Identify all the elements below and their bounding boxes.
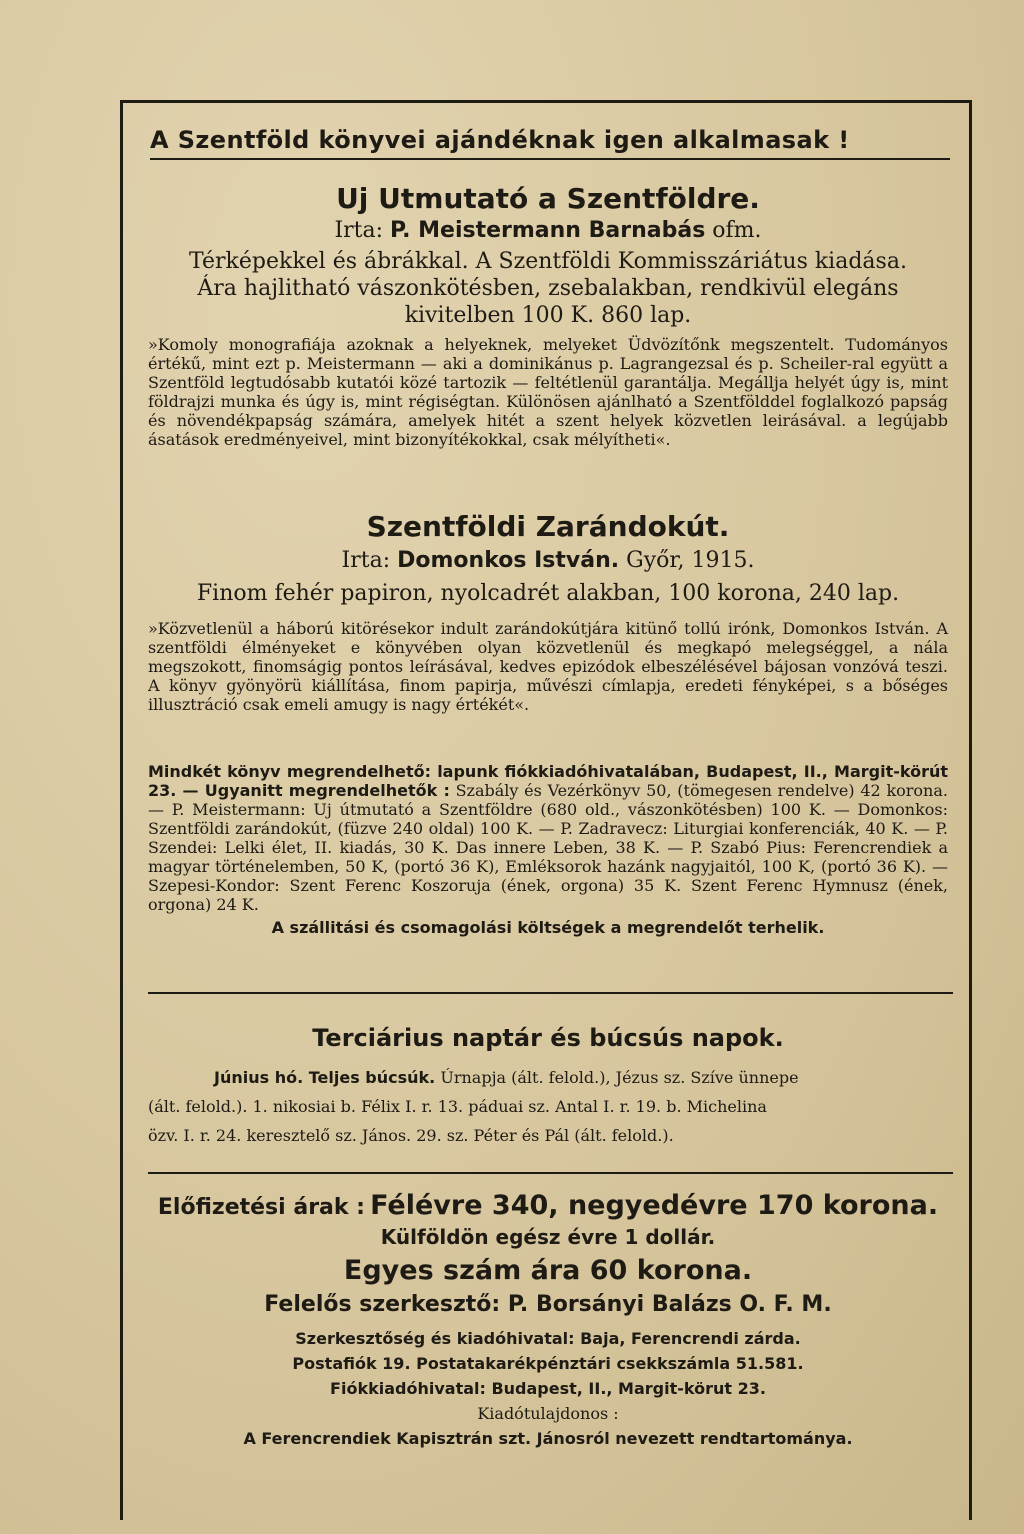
book1-line2: Ára hajlitható vászonkötésben, zsebalakban, rendkivül elegáns bbox=[197, 276, 899, 301]
subscription-postbox: Postafiók 19. Postatakarékpénztári csekkszámla 51.581. bbox=[292, 1354, 804, 1373]
book2-author-line bbox=[148, 547, 948, 574]
subscription-owner: A Ferencrendiek Kapisztrán szt. Jánosról nevezett rendtartománya. bbox=[243, 1429, 853, 1448]
subscription-section bbox=[148, 1190, 948, 1448]
book1-title: Uj Utmutató a Szentföldre. bbox=[336, 182, 760, 215]
calendar-text1: Úrnapja (ált. felold.), Jézus sz. Szíve ünnepe bbox=[440, 1068, 799, 1087]
divider-1 bbox=[148, 992, 953, 994]
subscription-office: Szerkesztőség és kiadóhivatal: Baja, Ferencrendi zárda. bbox=[295, 1329, 801, 1348]
subscription-prices-line bbox=[148, 1190, 948, 1221]
book1-author-line bbox=[148, 217, 948, 244]
calendar-title: Terciárius naptár és búcsús napok. bbox=[312, 1024, 784, 1052]
order-bold-intro: Mindkét könyv megrendelhető: lapunk fiókkiadóhivatalában, Budapest, II., Margit-körút 23. — Ugyanitt megrendelhetők : bbox=[148, 762, 948, 800]
book2-line1: Finom fehér papiron, nyolcadrét alakban, 100 korona, 240 lap. bbox=[196, 581, 900, 606]
book1-line1: Térképekkel és ábrákkal. A Szentföldi Kommisszáriátus kiadása. bbox=[189, 249, 907, 274]
order-body: Szabály és Vezérkönyv 50, (tömegesen rendelve) 42 korona. — P. Meistermann: Uj útmutató a Szentföldre (680 old., vászonkötésben) 100 K. — Domonkos: Szentföldi zarándokút, (füzve 240 oldal) 100 K. — P. Zadravecz: Liturgiai konferenciák, 40 K. — P. Szendei: Lelki élet, II. kiadás, 30 K. Das innere Leben, 38 K. — P. Szabó Pius: Ferencrendiek a magyar történelemben, 50 K, (portó 36 K), Emléksorok hazánk nagyjaitól, 100 K, (portó 36 K). — Szepesi-Kondor: Szent Ferenc Koszoruja (ének, orgona) 35 K. Szent Ferenc Hymnusz (ének, orgona) 24 K. bbox=[148, 781, 948, 914]
book1-line3: kivitelben 100 K. 860 lap. bbox=[404, 303, 692, 328]
order-section bbox=[148, 762, 948, 937]
book2-title: Szentföldi Zarándokút. bbox=[366, 510, 730, 543]
book1-author: P. Meistermann Barnabás bbox=[390, 218, 706, 243]
book2-author-prefix: Irta: bbox=[341, 548, 391, 573]
subscription-single: Egyes szám ára 60 korona. bbox=[343, 1255, 753, 1286]
subscription-editor: Felelős szerkesztő: P. Borsányi Balázs O. F. M. bbox=[264, 1292, 832, 1317]
book2-place: Győr, 1915. bbox=[626, 548, 755, 573]
divider-2 bbox=[148, 1172, 953, 1174]
headline: A Szentföld könyvei ajándéknak igen alkalmasak ! bbox=[150, 126, 950, 160]
subscription-branch: Fiókkiadóhivatal: Budapest, II., Margit-körut 23. bbox=[330, 1379, 766, 1398]
book1-section bbox=[148, 182, 948, 449]
book2-section bbox=[148, 510, 948, 714]
order-shipping: A szállitási és csomagolási költségek a megrendelőt terhelik. bbox=[271, 918, 825, 937]
book2-review: »Közvetlenül a háború kitörésekor indult zarándokútjára kitünő tollú irónk, Domonkos István. A szentföldi élményeket e könyvében olyan közvetlenül és megkapó melegséggel, a nála megszokott, finomságig pontos leírásával, kedves epizódok elbeszélésével bájosan vonzóvá teszi. A könyv gyönyörü kiállítása, finom papirja, művészi címlapja, eredeti fényképei, s a bőséges illusztráció csak emeli amugy is nagy értékét«. bbox=[148, 619, 948, 714]
calendar-month: Június hó. Teljes búcsúk. bbox=[214, 1068, 436, 1087]
calendar-section bbox=[148, 1024, 948, 1145]
book2-author: Domonkos István. bbox=[397, 548, 620, 573]
subscription-abroad: Külföldön egész évre 1 dollár. bbox=[380, 1225, 716, 1249]
calendar-line2: (ált. felold.). 1. nikosiai b. Félix I. r. 13. páduai sz. Antal I. r. 19. b. Michelina bbox=[148, 1097, 767, 1116]
order-text bbox=[148, 762, 948, 914]
calendar-line1 bbox=[148, 1068, 948, 1087]
subscription-label: Előfizetési árak : bbox=[157, 1195, 365, 1220]
subscription-prices: Félévre 340, negyedévre 170 korona. bbox=[370, 1190, 939, 1221]
book1-review: »Komoly monografiája azoknak a helyeknek, melyeket Üdvözítőnk megszentelt. Tudományos értékű, mint ezt p. Meistermann — aki a dominikánus p. Lagrangezsal és p. Scheiler-ral együtt a Szentföld legtudósabb kutatói közé tartozik — feltétlenül garantálja. Megállja helyét úgy is, mint földrajzi munka és úgy is, mint régiségtan. Különösen ajánlható a Szentfölddel foglalkozó papság és növendékpapság számára, amelyek hitét a szent helyek közvetlen leirásával. a legújabb ásatások eredményeivel, mint bizonyítékokkal, csak mélyítheti«. bbox=[148, 335, 948, 449]
subscription-owner-label: Kiadótulajdonos : bbox=[477, 1404, 619, 1423]
calendar-line3: özv. I. r. 24. keresztelő sz. János. 29. sz. Péter és Pál (ált. felold.). bbox=[148, 1126, 674, 1145]
book1-author-prefix: Irta: bbox=[334, 218, 384, 243]
book1-author-suffix: ofm. bbox=[712, 218, 762, 243]
